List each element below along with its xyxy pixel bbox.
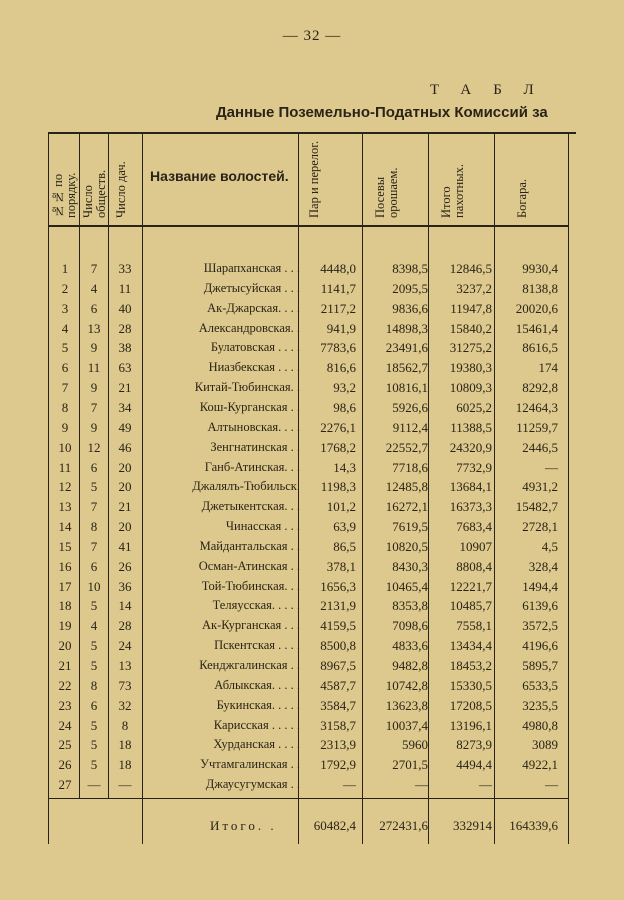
row-volost-name: Алтыновская. . . .: [207, 419, 300, 434]
row-number: 11: [58, 459, 72, 475]
row-dachas: 21: [118, 380, 132, 396]
row-volost-name: Зенгнатинская . .: [210, 439, 300, 454]
table-title: Данные Поземельно-Податных Комиссий за: [216, 104, 548, 121]
row-societies: 7: [90, 538, 98, 554]
row-par: 14,3: [333, 459, 356, 475]
row-bogara: 12464,3: [515, 399, 558, 415]
row-volost-name: Той-Тюбинская. . .: [201, 578, 300, 593]
header-par: Пар и перелог.: [307, 140, 321, 218]
table-row: [0, 321, 624, 341]
row-posevy: 7619,5: [392, 519, 428, 535]
row-bogara: 6533,5: [522, 677, 558, 693]
row-number: 9: [61, 419, 69, 435]
row-dachas: 8: [121, 717, 129, 733]
row-societies: 4: [90, 280, 98, 296]
row-societies: 12: [87, 439, 101, 455]
row-par: 4587,7: [320, 677, 356, 693]
row-societies: 8: [90, 677, 98, 693]
row-itogo: —: [479, 777, 492, 793]
row-number: 15: [58, 538, 72, 554]
row-dachas: —: [118, 777, 132, 793]
row-bogara: 4980,8: [522, 717, 558, 733]
row-posevy: 8353,8: [392, 598, 428, 614]
row-itogo: 13434,4: [449, 638, 492, 654]
row-posevy: 7098,6: [392, 618, 428, 634]
table-row: [0, 519, 624, 539]
row-posevy: 23491,6: [385, 340, 428, 356]
row-dachas: 49: [118, 419, 132, 435]
row-bogara: 20020,6: [515, 300, 558, 316]
row-dachas: 73: [118, 677, 132, 693]
row-societies: 13: [87, 320, 101, 336]
row-dachas: 28: [118, 320, 132, 336]
row-dachas: 18: [118, 737, 132, 753]
row-volost-name: Пскентская . . . .: [214, 638, 300, 653]
row-itogo: 13196,1: [449, 717, 492, 733]
table-row: [0, 340, 624, 360]
row-posevy: 12485,8: [385, 479, 428, 495]
row-dachas: 36: [118, 578, 132, 594]
row-bogara: 8138,8: [522, 280, 558, 296]
row-number: 26: [58, 757, 72, 773]
row-number: 3: [61, 300, 69, 316]
row-itogo: 6025,2: [456, 399, 492, 415]
row-number: 4: [61, 320, 69, 336]
row-societies: 6: [90, 459, 98, 475]
row-number: 17: [58, 578, 72, 594]
row-par: 3584,7: [320, 697, 356, 713]
table-row: [0, 777, 624, 797]
row-volost-name: Шарапханская . . .: [203, 261, 300, 275]
row-bogara: 328,4: [528, 558, 558, 574]
row-number: 18: [58, 598, 72, 614]
row-posevy: 10742,8: [385, 677, 428, 693]
row-bogara: 3089: [532, 737, 558, 753]
table-row: [0, 420, 624, 440]
row-itogo: 13684,1: [449, 479, 492, 495]
row-par: 8500,8: [320, 638, 356, 654]
table-row: [0, 658, 624, 678]
table-row: [0, 380, 624, 400]
row-dachas: 20: [118, 479, 132, 495]
row-posevy: 7718,6: [392, 459, 428, 475]
row-par: 4448,0: [320, 261, 356, 276]
row-societies: 5: [90, 638, 98, 654]
row-societies: 7: [90, 399, 98, 415]
row-societies: 5: [90, 737, 98, 753]
row-posevy: 18562,7: [385, 360, 428, 376]
row-par: 8967,5: [320, 658, 356, 673]
row-dachas: 33: [118, 261, 132, 276]
header-bogara: Богара.: [515, 178, 529, 218]
row-volost-name: Майдантальская . .: [199, 538, 300, 553]
row-bogara: 2728,1: [522, 519, 558, 535]
row-par: 2313,9: [320, 737, 356, 753]
row-posevy: —: [415, 777, 428, 793]
row-par: 3158,7: [320, 717, 356, 733]
table-total-rule: [48, 798, 568, 799]
row-itogo: 19380,3: [449, 360, 492, 376]
row-posevy: 2095,5: [392, 280, 428, 296]
row-volost-name: Ак-Джарская. . . .: [207, 300, 300, 315]
row-number: 5: [61, 340, 69, 356]
table-row: [0, 737, 624, 757]
total-par: 60482,4: [313, 818, 356, 833]
row-volost-name: Александровская. .: [198, 320, 300, 335]
row-volost-name: Чинасская . . .: [225, 519, 300, 534]
row-bogara: 4196,6: [522, 638, 558, 654]
row-par: 101,2: [326, 499, 356, 515]
row-volost-name: Джетыкентская. . .: [201, 499, 300, 514]
table-header-rule: [48, 225, 568, 227]
row-societies: —: [87, 777, 101, 793]
table-row: [0, 261, 624, 281]
row-dachas: 21: [118, 499, 132, 515]
row-societies: 11: [87, 360, 101, 376]
row-itogo: 4494,4: [456, 757, 492, 773]
row-posevy: 2701,5: [392, 757, 428, 773]
row-posevy: 22552,7: [385, 439, 428, 455]
row-number: 23: [58, 697, 72, 713]
row-par: 2276,1: [320, 419, 356, 435]
row-itogo: 12221,7: [449, 578, 492, 594]
row-dachas: 13: [118, 658, 132, 673]
row-posevy: 10816,1: [385, 380, 428, 396]
row-volost-name: Кош-Курганская . .: [199, 399, 300, 414]
row-par: 98,6: [333, 399, 356, 415]
row-posevy: 9482,8: [392, 658, 428, 673]
row-societies: 9: [90, 380, 98, 396]
row-bogara: 6139,6: [522, 598, 558, 614]
page-number: — 32 —: [282, 28, 342, 44]
row-posevy: 5960: [402, 737, 428, 753]
row-number: 2: [61, 280, 69, 296]
row-number: 22: [58, 677, 72, 693]
row-par: 2131,9: [320, 598, 356, 614]
table-row: [0, 460, 624, 480]
row-itogo: 7732,9: [456, 459, 492, 475]
row-societies: 5: [90, 717, 98, 733]
row-itogo: 7558,1: [456, 618, 492, 634]
row-par: 1141,7: [320, 280, 356, 296]
row-par: 1792,9: [320, 757, 356, 773]
row-volost-name: Осман-Атинская . .: [198, 558, 300, 573]
row-par: 1198,3: [320, 479, 356, 495]
row-number: 25: [58, 737, 72, 753]
row-dachas: 26: [118, 558, 132, 574]
row-par: 63,9: [333, 519, 356, 535]
row-itogo: 3237,2: [456, 280, 492, 296]
row-itogo: 17208,5: [449, 697, 492, 713]
row-bogara: 4922,1: [522, 757, 558, 773]
row-posevy: 14898,3: [385, 320, 428, 336]
row-societies: 5: [90, 757, 98, 773]
row-dachas: 46: [118, 439, 132, 455]
row-itogo: 10907: [459, 538, 492, 554]
row-volost-name: Аблыкская. . . . .: [214, 677, 300, 692]
row-bogara: 174: [538, 360, 558, 376]
row-volost-name: Джалялъ-Тюбильск.: [192, 479, 300, 494]
row-bogara: 4,5: [541, 538, 558, 554]
row-bogara: 11259,7: [516, 419, 558, 435]
row-dachas: 24: [118, 638, 132, 654]
row-dachas: 20: [118, 459, 132, 475]
row-par: 86,5: [333, 538, 356, 554]
row-number: 19: [58, 618, 72, 634]
row-posevy: 10465,4: [385, 578, 428, 594]
row-posevy: 10820,5: [385, 538, 428, 554]
row-par: 7783,6: [320, 340, 356, 356]
table-row: [0, 718, 624, 738]
row-bogara: —: [545, 777, 558, 793]
table-row: [0, 281, 624, 301]
total-bogara: 164339,6: [509, 818, 558, 833]
row-posevy: 13623,8: [385, 697, 428, 713]
table-row: [0, 598, 624, 618]
row-itogo: 8273,9: [456, 737, 492, 753]
header-posevy: Посевы орошаем.: [373, 167, 400, 218]
row-societies: 7: [90, 499, 98, 515]
table-row: [0, 757, 624, 777]
row-volost-name: Кенджгалинская . .: [199, 658, 300, 672]
row-par: 378,1: [326, 558, 356, 574]
row-number: 7: [61, 380, 69, 396]
row-societies: 6: [90, 300, 98, 316]
row-bogara: 1494,4: [522, 578, 558, 594]
row-volost-name: Ниазбекская . . . .: [208, 360, 300, 375]
row-itogo: 15330,5: [449, 677, 492, 693]
row-societies: 5: [90, 598, 98, 614]
row-itogo: 10809,3: [449, 380, 492, 396]
table-row: [0, 678, 624, 698]
row-societies: 10: [87, 578, 101, 594]
row-number: 10: [58, 439, 72, 455]
row-societies: 9: [90, 419, 98, 435]
row-societies: 5: [90, 658, 98, 673]
header-num: №№ по порядку.: [51, 172, 78, 218]
row-volost-name: Джаусугумская . .: [205, 777, 300, 792]
row-number: 1: [61, 261, 69, 276]
table-row: [0, 638, 624, 658]
total-label: Итого. .: [210, 818, 277, 833]
row-bogara: 8616,5: [522, 340, 558, 356]
row-volost-name: Булатовская . . . .: [210, 340, 300, 355]
row-dachas: 63: [118, 360, 132, 376]
row-bogara: 3235,5: [522, 697, 558, 713]
row-volost-name: Ганб-Атинская. . .: [204, 459, 300, 474]
row-itogo: 12846,5: [449, 261, 492, 276]
row-number: 27: [58, 777, 72, 793]
header-itogo: Итого пахотных.: [439, 163, 466, 218]
row-volost-name: Хурданская . . . .: [213, 737, 300, 752]
row-par: 2117,2: [320, 300, 356, 316]
table-row: [0, 539, 624, 559]
table-header-word: ТАБЛ: [430, 82, 556, 98]
row-posevy: 16272,1: [385, 499, 428, 515]
row-bogara: 8292,8: [522, 380, 558, 396]
row-dachas: 11: [118, 280, 132, 296]
table-top-rule: [48, 132, 576, 134]
row-dachas: 28: [118, 618, 132, 634]
row-societies: 4: [90, 618, 98, 634]
row-volost-name: Карисская . . . . .: [213, 717, 300, 732]
row-volost-name: Ак-Курганская . . .: [201, 618, 300, 633]
row-itogo: 11947,8: [450, 300, 492, 316]
total-row: [0, 818, 624, 838]
row-itogo: 24320,9: [449, 439, 492, 455]
row-itogo: 16373,3: [449, 499, 492, 515]
row-volost-name: Джетысуйская . . .: [203, 280, 300, 295]
row-dachas: 14: [118, 598, 132, 614]
row-posevy: 8398,5: [392, 261, 428, 276]
row-societies: 9: [90, 340, 98, 356]
row-posevy: 10037,4: [385, 717, 428, 733]
row-societies: 6: [90, 558, 98, 574]
header-name: Название волостей.: [150, 168, 289, 184]
row-societies: 5: [90, 479, 98, 495]
total-itogo: 332914: [453, 818, 492, 833]
table-row: [0, 559, 624, 579]
table-row: [0, 618, 624, 638]
table-row: [0, 579, 624, 599]
table-row: [0, 360, 624, 380]
header-dachas: Число дач.: [114, 161, 128, 218]
row-number: 14: [58, 519, 72, 535]
row-bogara: —: [545, 459, 558, 475]
table-row: [0, 499, 624, 519]
row-itogo: 18453,2: [449, 658, 492, 673]
row-par: 941,9: [326, 320, 356, 336]
row-itogo: 15840,2: [449, 320, 492, 336]
table-row: [0, 479, 624, 499]
row-dachas: 32: [118, 697, 132, 713]
row-posevy: 5926,6: [392, 399, 428, 415]
row-itogo: 10485,7: [449, 598, 492, 614]
row-itogo: 11388,5: [450, 419, 492, 435]
row-par: 1768,2: [320, 439, 356, 455]
row-dachas: 34: [118, 399, 132, 415]
row-societies: 8: [90, 519, 98, 535]
row-number: 12: [58, 479, 72, 495]
row-number: 20: [58, 638, 72, 654]
row-posevy: 9112,4: [392, 419, 428, 435]
row-volost-name: Китай-Тюбинская. .: [194, 380, 300, 395]
row-bogara: 2446,5: [522, 439, 558, 455]
row-par: —: [343, 777, 356, 793]
row-societies: 6: [90, 697, 98, 713]
table-row: [0, 301, 624, 321]
row-par: 4159,5: [320, 618, 356, 634]
row-dachas: 38: [118, 340, 132, 356]
row-posevy: 8430,3: [392, 558, 428, 574]
row-number: 13: [58, 499, 72, 515]
row-itogo: 8808,4: [456, 558, 492, 574]
table-row: [0, 400, 624, 420]
row-bogara: 3572,5: [522, 618, 558, 634]
row-posevy: 9836,6: [392, 300, 428, 316]
table-row: [0, 440, 624, 460]
row-number: 16: [58, 558, 72, 574]
row-bogara: 5895,7: [522, 658, 558, 673]
row-bogara: 15461,4: [515, 320, 558, 336]
row-dachas: 41: [118, 538, 132, 554]
row-bogara: 9930,4: [522, 261, 558, 276]
row-dachas: 40: [118, 300, 132, 316]
row-dachas: 20: [118, 519, 132, 535]
row-number: 21: [58, 658, 72, 673]
row-bogara: 15482,7: [515, 499, 558, 515]
table-row: [0, 698, 624, 718]
row-posevy: 4833,6: [392, 638, 428, 654]
row-number: 6: [61, 360, 69, 376]
row-societies: 7: [90, 261, 98, 276]
row-par: 93,2: [333, 380, 356, 396]
row-volost-name: Теляусская. . . . .: [212, 598, 300, 613]
header-societies: Число обществ.: [81, 169, 108, 218]
row-dachas: 18: [118, 757, 132, 773]
row-itogo: 7683,4: [456, 519, 492, 535]
row-par: 1656,3: [320, 578, 356, 594]
row-number: 24: [58, 717, 72, 733]
row-volost-name: Букинская. . . . .: [216, 697, 300, 712]
row-volost-name: Учтамгалинская . .: [200, 757, 300, 772]
row-number: 8: [61, 399, 69, 415]
row-par: 816,6: [326, 360, 356, 376]
total-posevy: 272431,6: [379, 818, 428, 833]
row-itogo: 31275,2: [449, 340, 492, 356]
row-bogara: 4931,2: [522, 479, 558, 495]
